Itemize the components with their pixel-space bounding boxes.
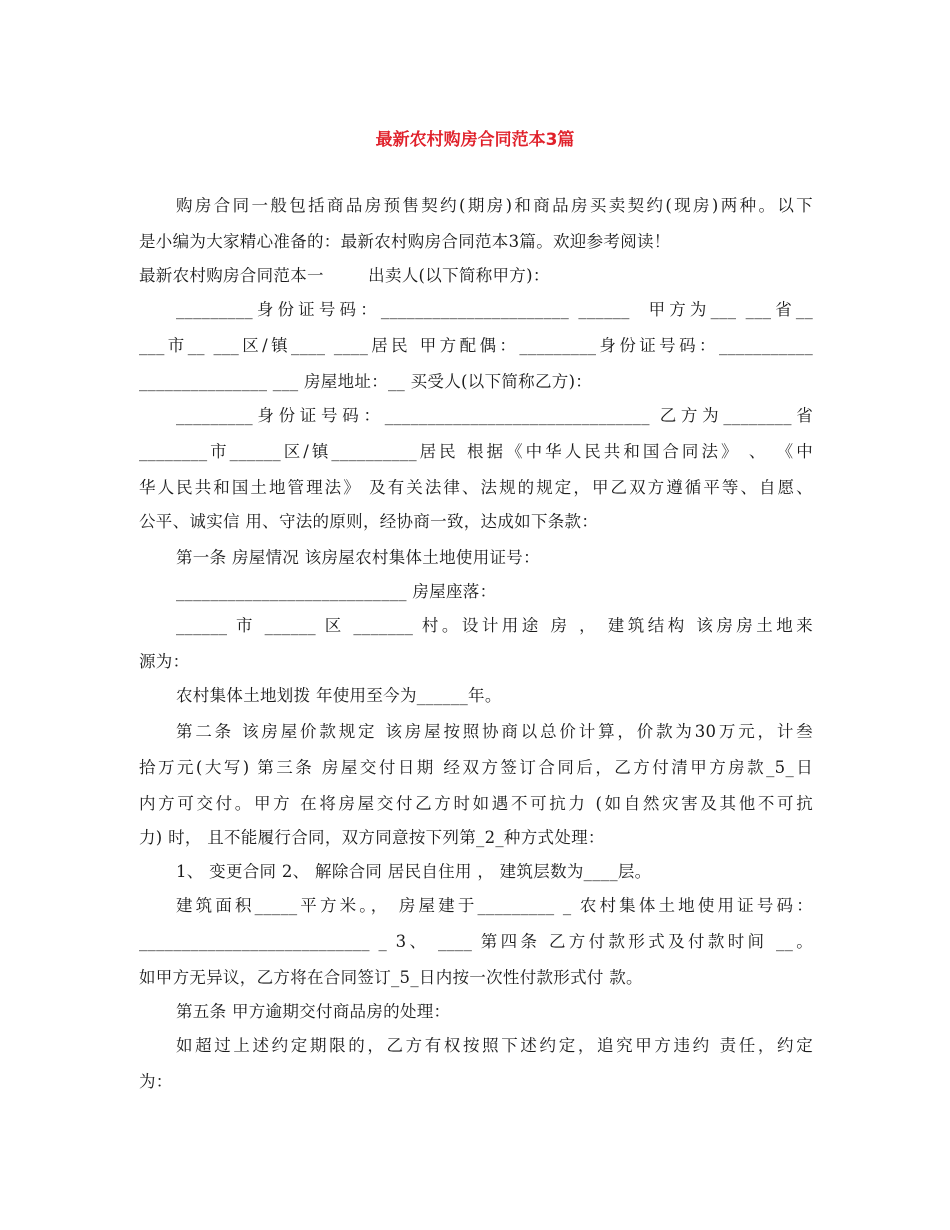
text-line: 农村集体土地划拨 年使用至今为______年。 <box>176 686 502 705</box>
text-line: 建筑面积_____平方米。， 房屋建于_________ _ 农村集体土地使用证号码： <box>176 896 813 915</box>
text-line: 第一条 房屋情况 该房屋农村集体土地使用证号： <box>176 548 540 567</box>
text-line: ___________________________ 房屋座落： <box>176 582 497 601</box>
text-line: 内方可交付。甲方 在将房屋交付乙方时如遇不可抗力 (如自然灾害及其他不可抗 <box>139 794 813 813</box>
text-line: 公平、诚实信 用、守法的原则，经协商一致，达成如下条款： <box>139 512 599 531</box>
text-line: ______ 市 ______ 区 _______ 村。设计用途 房 ， 建筑结构 该房房土地来 <box>176 616 813 635</box>
text-line: 第二条 该房屋价款规定 该房屋按照协商以总价计算，价款为30万元，计叁 <box>176 722 813 741</box>
text-line: _________身份证号码：______________________ ______ 甲方为___ ___省__ <box>176 300 813 319</box>
text-line: 源为： <box>139 652 190 671</box>
text-line: 为： <box>139 1072 173 1091</box>
text-line: 第五条 甲方逾期交付商品房的处理： <box>176 1002 451 1021</box>
text-line: 拾万元(大写) 第三条 房屋交付日期 经双方签订合同后，乙方付清甲方房款_5_日 <box>139 758 813 777</box>
text-line: 1、 变更合同 2、 解除合同 居民自住用 ， 建筑层数为____层。 <box>176 862 652 881</box>
text-line: 是小编为大家精心准备的：最新农村购房合同范本3篇。欢迎参考阅读！ <box>139 232 671 251</box>
text-line: 力) 时， 且不能履行合同，双方同意按下列第_2_种方式处理： <box>139 828 605 847</box>
document-title: 最新农村购房合同范本3篇 <box>375 130 575 150</box>
text-line: 购房合同一般包括商品房预售契约(期房)和商品房买卖契约(现房)两种。以下 <box>176 196 813 215</box>
text-line: _________身份证号码：_______________________________ 乙方为________省 <box>176 406 813 425</box>
text-line: 如超过上述约定期限的，乙方有权按照下述约定，追究甲方违约 责任，约定 <box>176 1036 813 1055</box>
text-line: _______________ ___ 房屋地址：__ 买受人(以下简称乙方)： <box>139 372 593 391</box>
text-line: ________市______区/镇__________居民 根据《中华人民共和国合同法》 、 《中 <box>139 442 813 461</box>
text-line: ___市__ ___区/镇____ ____居民 甲方配偶：_________身份证号码：___________ <box>139 336 813 355</box>
text-line: ___________________________ _ 3、 ____ 第四条 乙方付款形式及付款时间 __。 <box>139 932 813 951</box>
text-line: 如甲方无异议，乙方将在合同签订_5_日内按一次性付款形式付 款。 <box>139 968 643 987</box>
text-line: 最新农村购房合同范本一 出卖人(以下简称甲方)： <box>139 266 550 285</box>
text-line: 华人民共和国土地管理法》 及有关法律、法规的规定，甲乙双方遵循平等、自愿、 <box>139 478 813 497</box>
